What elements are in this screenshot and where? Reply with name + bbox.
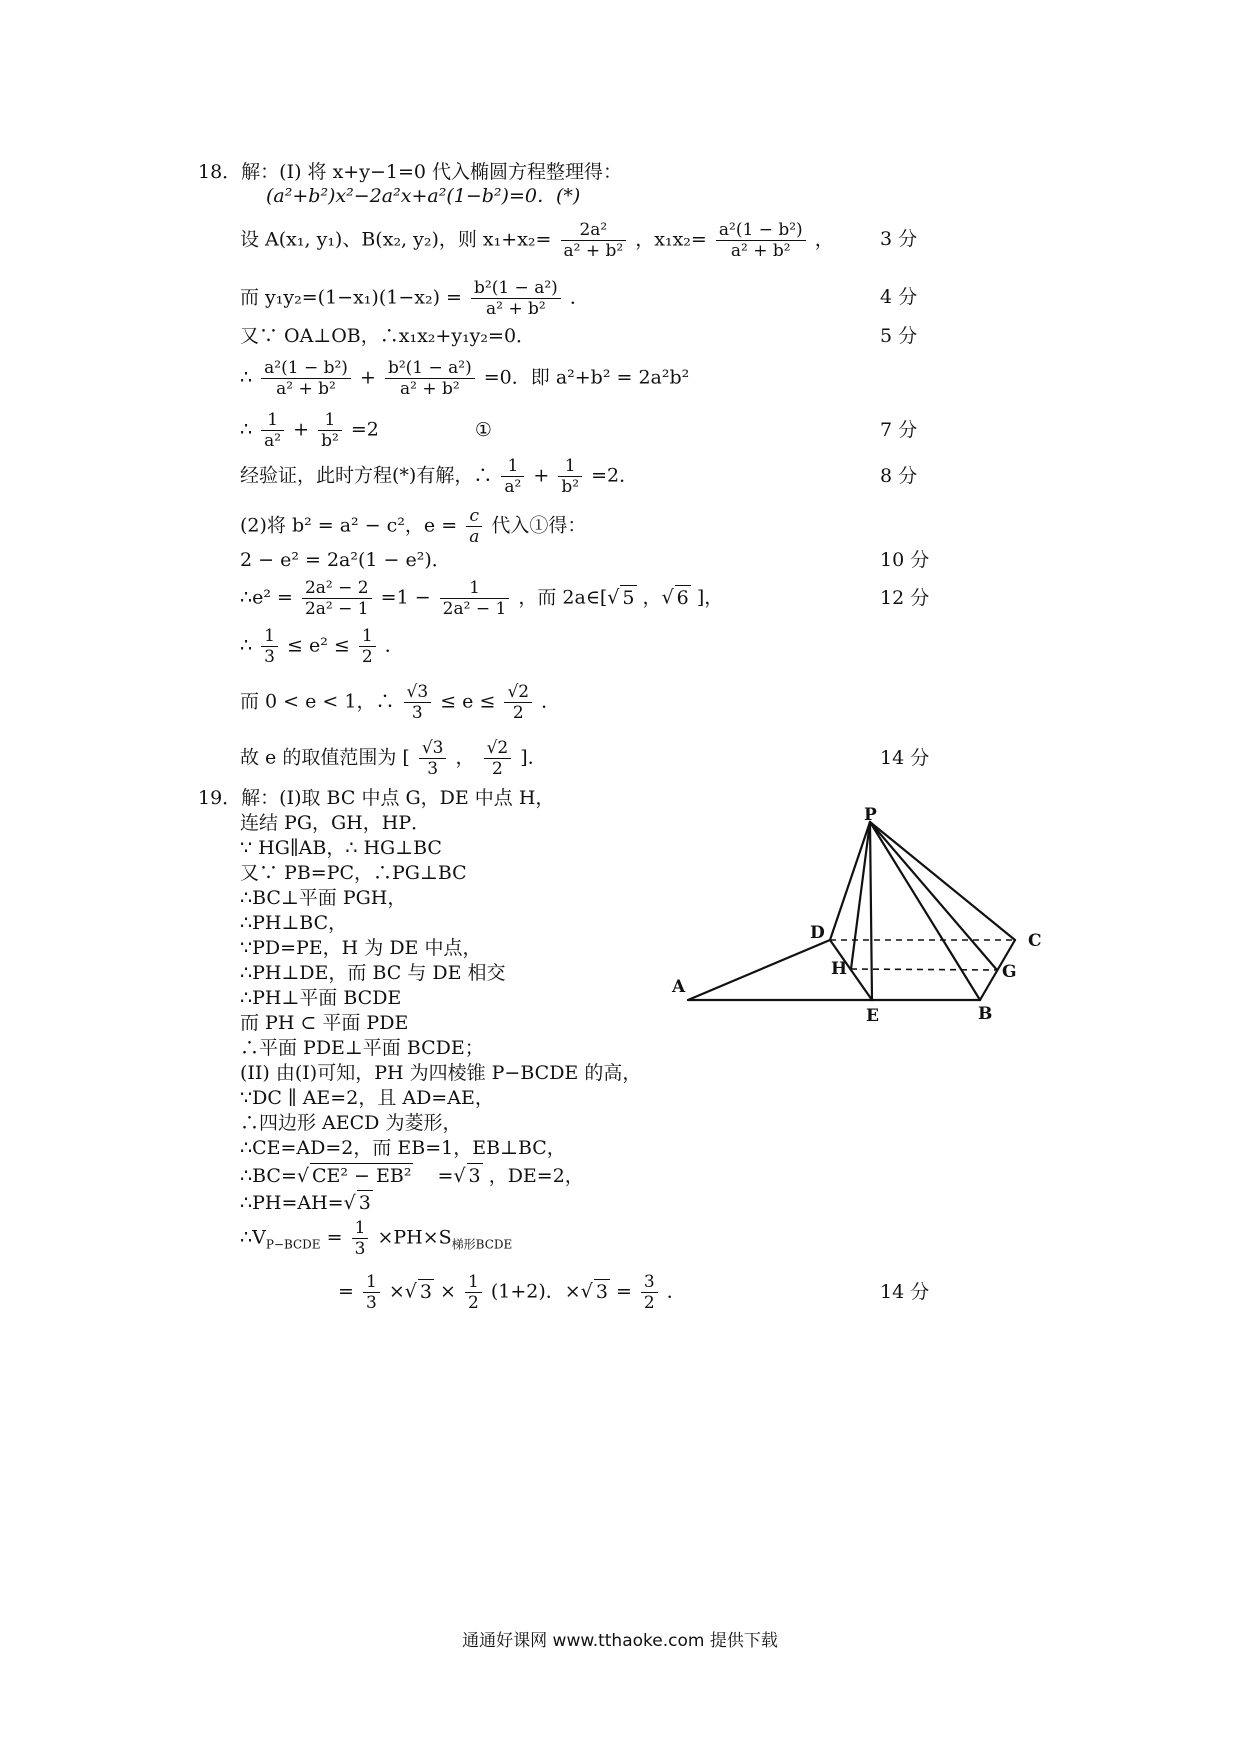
p19-volume-result: = $\frac{1}{3}$ ×√ 3 × $\frac{1}{2}$ (1+2)．×√ 3 = $\frac{3}{2}$ ． (338, 1272, 686, 1313)
label-g: G (1002, 962, 1017, 982)
fraction: $\frac{1}{\text{b²}}$ (558, 456, 582, 497)
p18-line-6: 经验证，此时方程(*)有解，∴ $\frac{1}{\text{a²}}$ + $\frac{1}{\text{b²}}$ =2． (240, 456, 639, 497)
p19-line-0: 19．解：(I)取 BC 中点 G，DE 中点 H， (198, 787, 555, 809)
points-14b: 14 分 (880, 1281, 930, 1303)
fraction: $\frac{1}{\text{a²}}$ (261, 410, 284, 451)
p18-line-5: ∴ $\frac{1}{\text{a²}}$ + $\frac{1}{\text{b²}}$ =2 ① (240, 410, 492, 451)
p18-line-12: 故 e 的取值范围为 [ $\frac{√3}{3}$ ， $\frac{√2}{2}$ ]． (240, 738, 547, 779)
fraction: $\frac{1}{3}$ (352, 1218, 369, 1259)
points-7: 7 分 (880, 419, 918, 441)
p19-volume-line: $\therefore V_{P-BCDE}$ = $\frac{1}{3}$ $\times PH\times S_{梯形BCDE}$ (240, 1218, 513, 1259)
edge-ad (688, 940, 830, 1000)
edge-hg-dashed (851, 969, 997, 970)
label-b: B (978, 1004, 993, 1024)
p19-line-13: ∴四边形 AECD 为菱形， (240, 1112, 462, 1134)
p19-line-1: 连结 PG，GH，HP． (240, 812, 431, 834)
points-3: 3 分 (880, 228, 918, 250)
edge-pg (870, 822, 997, 970)
fraction: $\frac{1}{3}$ (363, 1272, 380, 1313)
pyramid-figure (670, 806, 1070, 1036)
label-e: E (866, 1006, 879, 1026)
p19-line-4: ∴BC⊥平面 PGH， (240, 887, 407, 909)
edge-pb (870, 822, 980, 1000)
fraction: $\frac{√3}{3}$ (404, 682, 432, 723)
fraction: $\frac{1}{\text{b²}}$ (318, 410, 342, 451)
fraction: $\frac{\text{b²(1 − a²)}}{\text{a² + b²}}$ (385, 358, 475, 399)
fraction: $\frac{1}{3}$ (261, 626, 278, 667)
p18-line-1: 设 A(x₁, y₁)、B(x₂, y₂)，则 x₁+x₂= $\frac{\text{2a²}}{\text{a² + b²}}$ ，x₁x₂= $\frac{\text{a²(1 − b²)}}{\text{a² + b²}}$ ， (240, 220, 834, 261)
fraction: $\frac{√3}{3}$ (419, 738, 447, 779)
edge-ph (851, 822, 870, 969)
points-4: 4 分 (880, 286, 918, 308)
p18-heading: 18．解：(I) 将 x+y−1=0 代入椭圆方程整理得： (198, 161, 623, 183)
label-a: A (672, 977, 686, 997)
fraction: $\frac{c}{a}$ (466, 506, 482, 547)
fraction: $\frac{\text{b²(1 − a²)}}{\text{a² + b²}}$ (471, 278, 561, 319)
fraction: $\frac{1}{\text{2a² − 1}}$ (440, 578, 510, 619)
points-12: 12 分 (880, 587, 930, 609)
p18-line-3: 又∵ OA⊥OB，∴x₁x₂+y₁y₂=0． (240, 325, 536, 347)
points-5: 5 分 (880, 325, 918, 347)
points-10: 10 分 (880, 549, 930, 571)
p19-line-5: ∴PH⊥BC， (240, 912, 348, 934)
p18-line-4: ∴ $\frac{\text{a²(1 − b²)}}{\text{a² + b²}}$ + $\frac{\text{b²(1 − a²)}}{\text{a² + b²}}$ =0．即 a²+b² = 2a²b² (240, 358, 690, 399)
p18-line-10: ∴ $\frac{1}{3}$ ≤ e² ≤ $\frac{1}{2}$ ． (240, 626, 404, 667)
label-d: D (810, 923, 825, 943)
fraction: $\frac{√2}{2}$ (504, 682, 532, 723)
edge-pc (870, 822, 1015, 940)
label-h: H (831, 959, 848, 979)
p19-line-14: ∴CE=AD=2，而 EB=1，EB⊥BC， (240, 1137, 566, 1159)
p19-line-11: (II) 由(I)可知，PH 为四棱锥 P−BCDE 的高， (240, 1062, 642, 1084)
p19-line-10: ∴平面 PDE⊥平面 BCDE； (240, 1037, 484, 1059)
points-8: 8 分 (880, 465, 918, 487)
fraction: $\frac{1}{2}$ (359, 626, 376, 667)
p19-line-3: 又∵ PB=PC，∴PG⊥BC (240, 862, 467, 884)
p18-line-9: ∴e² = $\frac{\text{2a² − 2}}{\text{2a² − 1}}$ =1 − $\frac{1}{\text{2a² − 1}}$ ，而 2a∈[√ 5 ，√ 6 ]， (240, 578, 724, 619)
fraction: $\frac{\text{a²(1 − b²)}}{\text{a² + b²}}$ (261, 358, 351, 399)
p18-line-7: (2)将 b² = a² − c²，e = $\frac{c}{a}$ 代入①得： (240, 506, 587, 547)
p19-line-12: ∵DC ∥ AE=2，且 AD=AE， (240, 1087, 494, 1109)
fraction: $\frac{\text{2a² − 2}}{\text{2a² − 1}}$ (302, 578, 372, 619)
p19-line-9: 而 PH ⊂ 平面 PDE (240, 1012, 409, 1034)
label-p: P (864, 806, 877, 825)
p19-line-7: ∴PH⊥DE，而 BC 与 DE 相交 (240, 962, 506, 984)
p19-line-8: ∴PH⊥平面 BCDE (240, 987, 402, 1009)
p18-equation: (a²+b²)x²−2a²x+a²(1−b²)=0．(*) (266, 185, 581, 207)
fraction: $\frac{3}{2}$ (641, 1272, 658, 1313)
p19-ph-line: ∴PH=AH=√ 3 (240, 1192, 371, 1214)
p18-line-8: 2 − e² = 2a²(1 − e²)． (240, 549, 451, 571)
p18-line-2: 而 y₁y₂=(1−x₁)(1−x₂) = $\frac{\text{b²(1 − a²)}}{\text{a² + b²}}$ ． (240, 278, 589, 319)
p19-line-6: ∵PD=PE，H 为 DE 中点， (240, 937, 482, 959)
fraction: $\frac{1}{2}$ (465, 1272, 482, 1313)
fraction: $\frac{√2}{2}$ (484, 738, 512, 779)
edge-pd (830, 822, 870, 940)
edge-pe (870, 822, 872, 1000)
p18-line-11: 而 0 < e < 1，∴ $\frac{√3}{3}$ ≤ e ≤ $\frac{√2}{2}$ ． (240, 682, 561, 723)
points-14: 14 分 (880, 747, 930, 769)
fraction: $\frac{\text{2a²}}{\text{a² + b²}}$ (561, 220, 627, 261)
page-footer: 通通好课网 www.tthaoke.com 提供下载 (462, 1631, 778, 1651)
fraction: $\frac{1}{\text{a²}}$ (501, 456, 524, 497)
fraction: $\frac{\text{a²(1 − b²)}}{\text{a² + b²}}$ (716, 220, 806, 261)
circled-one: ① (474, 418, 492, 441)
p19-bc-line: ∴BC=√ CE² − EB² =√ 3 ，DE=2， (240, 1165, 584, 1187)
p19-line-2: ∵ HG∥AB，∴ HG⊥BC (240, 837, 442, 859)
label-c: C (1028, 931, 1042, 951)
